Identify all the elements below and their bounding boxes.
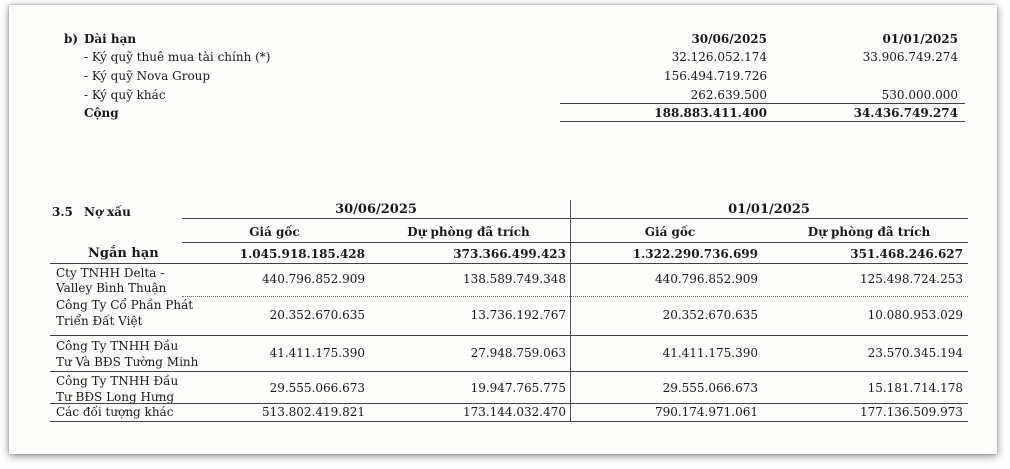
debtor-value: 23.570.345.194 bbox=[867, 346, 963, 360]
others-value: 173.144.032.470 bbox=[462, 405, 566, 419]
section-b-marker: b) bbox=[64, 32, 79, 46]
short-term-value: 373.366.499.423 bbox=[453, 247, 566, 261]
sub-header-cost-1: Giá gốc bbox=[249, 225, 300, 239]
debtor-value: 138.589.749.348 bbox=[462, 272, 566, 286]
debtor-name-line1: Công Ty TNHH Đầu bbox=[56, 339, 179, 353]
section-b-row-v2: 530.000.000 bbox=[881, 88, 958, 102]
short-term-label: Ngắn hạn bbox=[88, 246, 159, 261]
debtor-value: 125.498.724.253 bbox=[859, 272, 963, 286]
debtor-value: 15.181.714.178 bbox=[867, 381, 963, 395]
row-divider bbox=[50, 335, 968, 336]
debtor-value: 440.796.852.909 bbox=[261, 272, 365, 286]
section-b-row-v1: 32.126.052.174 bbox=[671, 50, 767, 64]
debtor-name-line2: Valley Bình Thuận bbox=[56, 281, 167, 295]
debtor-name-line1: Cty TNHH Delta - bbox=[56, 266, 165, 280]
debtor-value: 13.736.192.767 bbox=[470, 308, 566, 322]
section-b-total-top-rule bbox=[560, 103, 965, 104]
debtor-name-line2: Triển Đất Việt bbox=[56, 314, 143, 328]
section-35-title: Nợ xấu bbox=[84, 205, 131, 219]
period-header-1: 30/06/2025 bbox=[335, 202, 417, 217]
debtor-value: 19.947.765.775 bbox=[470, 381, 566, 395]
section-b-title: Dài hạn bbox=[84, 32, 137, 46]
section-b-row-label: - Ký quỹ khác bbox=[84, 88, 166, 102]
sub-header-cost-2: Giá gốc bbox=[644, 225, 696, 239]
others-label: Các đối tượng khác bbox=[56, 405, 174, 419]
debtor-value: 20.352.670.635 bbox=[269, 308, 365, 322]
period-header-rule bbox=[182, 218, 968, 219]
debtor-value: 41.411.175.390 bbox=[269, 346, 365, 360]
sub-header-provision-2: Dự phòng đã trích bbox=[807, 225, 931, 239]
debtor-name-line1: Công Ty Cổ Phần Phát bbox=[56, 298, 194, 312]
short-term-value: 1.045.918.185.428 bbox=[239, 247, 365, 261]
debtor-value: 27.948.759.063 bbox=[470, 346, 566, 360]
section-b-total-v1: 188.883.411.400 bbox=[654, 106, 767, 120]
section-b-row-label: - Ký quỹ thuê mua tài chính (*) bbox=[84, 50, 271, 64]
debtor-name-line1: Công Ty TNHH Đầu bbox=[56, 374, 179, 388]
table-bottom-rule bbox=[50, 421, 968, 422]
debtor-name-line2: Tư Và BĐS Tường Minh bbox=[56, 355, 199, 369]
section-b-total-v2: 34.436.749.274 bbox=[853, 106, 958, 120]
short-term-rule bbox=[50, 263, 968, 264]
short-term-value: 1.322.290.736.699 bbox=[632, 247, 758, 261]
debtor-value: 41.411.175.390 bbox=[662, 346, 758, 360]
section-b-row-v1: 262.639.500 bbox=[690, 88, 767, 102]
period-header-2: 01/01/2025 bbox=[728, 202, 810, 217]
section-35-number: 3.5 bbox=[52, 205, 73, 219]
section-b-total-label: Cộng bbox=[84, 106, 119, 120]
debtor-value: 440.796.852.909 bbox=[654, 272, 758, 286]
sub-header-provision-1: Dự phòng đã trích bbox=[407, 225, 530, 239]
section-b-col2-header: 01/01/2025 bbox=[882, 32, 958, 46]
debtor-value: 29.555.066.673 bbox=[269, 381, 365, 395]
row-divider bbox=[50, 403, 968, 404]
sub-header-rule bbox=[182, 242, 968, 243]
short-term-value: 351.468.246.627 bbox=[850, 247, 963, 261]
row-divider bbox=[50, 371, 968, 372]
row-divider bbox=[182, 296, 968, 297]
section-b-col1-header: 30/06/2025 bbox=[691, 32, 767, 46]
section-b-row-label: - Ký quỹ Nova Group bbox=[84, 69, 211, 83]
others-value: 513.802.419.821 bbox=[261, 405, 365, 419]
debtor-value: 10.080.953.029 bbox=[867, 308, 963, 322]
debtor-value: 20.352.670.635 bbox=[662, 308, 758, 322]
others-value: 790.174.971.061 bbox=[654, 405, 758, 419]
section-b-row-v2: 33.906.749.274 bbox=[862, 50, 958, 64]
section-b-total-bottom-rule bbox=[560, 121, 965, 122]
others-value: 177.136.509.973 bbox=[859, 405, 963, 419]
debtor-name-line2: Tư BĐS Long Hưng bbox=[56, 390, 175, 404]
section-b-row-v1: 156.494.719.726 bbox=[663, 69, 767, 83]
debtor-value: 29.555.066.673 bbox=[662, 381, 758, 395]
